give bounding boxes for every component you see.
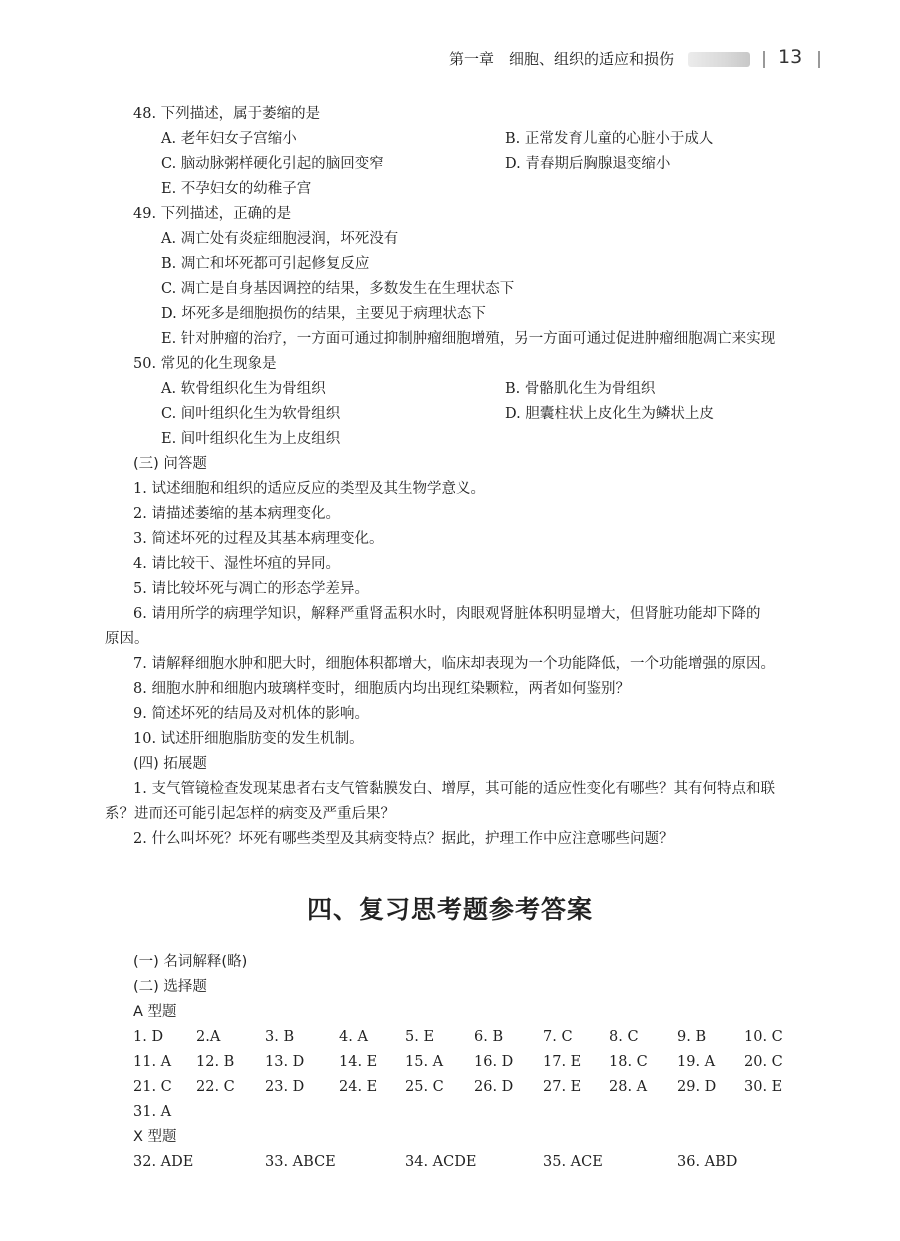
section-title: (一) 名词解释(略) [133,954,248,970]
answer-item: 13. D [265,1054,305,1070]
answer-item: 17. E [543,1054,582,1070]
essay-question: 8. 细胞水肿和细胞内玻璃样变时，细胞质内均出现红染颗粒，两者如何鉴别？ [133,681,630,697]
answers-heading: 四、复习思考题参考答案 [306,895,593,924]
answer-item: 27. E [543,1079,582,1095]
chapter-title: 第一章 细胞、组织的适应和损伤 [448,50,674,68]
answer-item: 20. C [744,1054,783,1070]
answer-item: 1. D [133,1029,164,1045]
answer-item: 14. E [339,1054,378,1070]
answer-type-label: A 型题 [133,1004,177,1020]
answer-item: 5. E [405,1029,435,1045]
answer-item: 22. C [196,1079,235,1095]
header-divider [818,51,820,68]
essay-question: 10. 试述肝细胞脂肪变的发生机制。 [133,731,364,747]
answer-item: 19. A [677,1054,716,1070]
answer-item: 33. ABCE [265,1154,336,1170]
option: A. 老年妇女子宫缩小 [161,131,297,147]
option: E. 间叶组织化生为上皮组织 [161,431,341,447]
answer-item: 8. C [609,1029,639,1045]
page-number: 13 [778,46,803,68]
answer-item: 7. C [543,1029,573,1045]
question-stem: 50. 常见的化生现象是 [133,356,277,372]
answer-item: 16. D [474,1054,514,1070]
extension-question: 1. 支气管镜检查发现某患者右支气管黏膜发白、增厚，其可能的适应性变化有哪些？其有何特点和联 [133,781,775,797]
option: C. 间叶组织化生为软骨组织 [161,406,341,422]
essay-question: 1. 试述细胞和组织的适应反应的类型及其生物学意义。 [133,481,485,497]
answer-item: 26. D [474,1079,514,1095]
answer-item: 10. C [744,1029,783,1045]
answer-item: 30. E [744,1079,783,1095]
essay-question: 9. 简述坏死的结局及对机体的影响。 [133,706,369,722]
answer-item: 21. C [133,1079,172,1095]
answer-item: 36. ABD [677,1154,738,1170]
section-title: (三) 问答题 [133,456,207,472]
answer-item: 4. A [339,1029,368,1045]
option: C. 凋亡是自身基因调控的结果，多数发生在生理状态下 [161,281,515,297]
option: A. 软骨组织化生为骨组织 [161,381,326,397]
extension-question: 2. 什么叫坏死？坏死有哪些类型及其病变特点？据此，护理工作中应注意哪些问题？ [133,831,674,847]
header-divider [763,51,765,68]
essay-question: 3. 简述坏死的过程及其基本病理变化。 [133,531,384,547]
answer-item: 32. ADE [133,1154,194,1170]
extension-question-continued: 系？进而还可能引起怎样的病变及严重后果？ [105,806,395,822]
answer-item: 11. A [133,1054,172,1070]
answer-item: 6. B [474,1029,504,1045]
page-header [0,44,900,74]
essay-question: 6. 请用所学的病理学知识，解释严重肾盂积水时，肉眼观肾脏体积明显增大，但肾脏功能却下降的 [133,606,761,622]
answer-item: 28. A [609,1079,648,1095]
answer-item: 25. C [405,1079,444,1095]
essay-question: 5. 请比较坏死与凋亡的形态学差异。 [133,581,369,597]
answer-item: 34. ACDE [405,1154,477,1170]
essay-question: 7. 请解释细胞水肿和肥大时，细胞体积都增大，临床却表现为一个功能降低，一个功能增强的原因。 [133,656,775,672]
essay-question: 2. 请描述萎缩的基本病理变化。 [133,506,340,522]
answer-item: 18. C [609,1054,648,1070]
essay-question-continued: 原因。 [105,631,149,647]
option: E. 针对肿瘤的治疗，一方面可通过抑制肿瘤细胞增殖，另一方面可通过促进肿瘤细胞凋亡来实现 [161,331,776,347]
header-decor-bar [688,52,750,67]
option: C. 脑动脉粥样硬化引起的脑回变窄 [161,156,384,172]
answer-item: 2.A [196,1029,221,1045]
option: D. 胆囊柱状上皮化生为鳞状上皮 [505,406,714,422]
answer-type-label: X 型题 [133,1129,177,1145]
answer-item: 23. D [265,1079,305,1095]
section-title: (二) 选择题 [133,979,207,995]
answer-item: 12. B [196,1054,235,1070]
answer-item: 31. A [133,1104,172,1120]
option: E. 不孕妇女的幼稚子宫 [161,181,312,197]
answer-item: 24. E [339,1079,378,1095]
section-title: (四) 拓展题 [133,756,207,772]
option: D. 青春期后胸腺退变缩小 [505,156,671,172]
answer-item: 15. A [405,1054,444,1070]
option: B. 凋亡和坏死都可引起修复反应 [161,256,370,272]
option: D. 坏死多是细胞损伤的结果，主要见于病理状态下 [161,306,486,322]
option: B. 正常发育儿童的心脏小于成人 [505,131,714,147]
answer-item: 9. B [677,1029,707,1045]
option: B. 骨骼肌化生为骨组织 [505,381,656,397]
answer-item: 35. ACE [543,1154,603,1170]
question-stem: 49. 下列描述，正确的是 [133,206,292,222]
answer-item: 3. B [265,1029,295,1045]
question-stem: 48. 下列描述，属于萎缩的是 [133,106,321,122]
answer-item: 29. D [677,1079,717,1095]
essay-question: 4. 请比较干、湿性坏疽的异同。 [133,556,340,572]
option: A. 凋亡处有炎症细胞浸润，坏死没有 [161,231,399,247]
